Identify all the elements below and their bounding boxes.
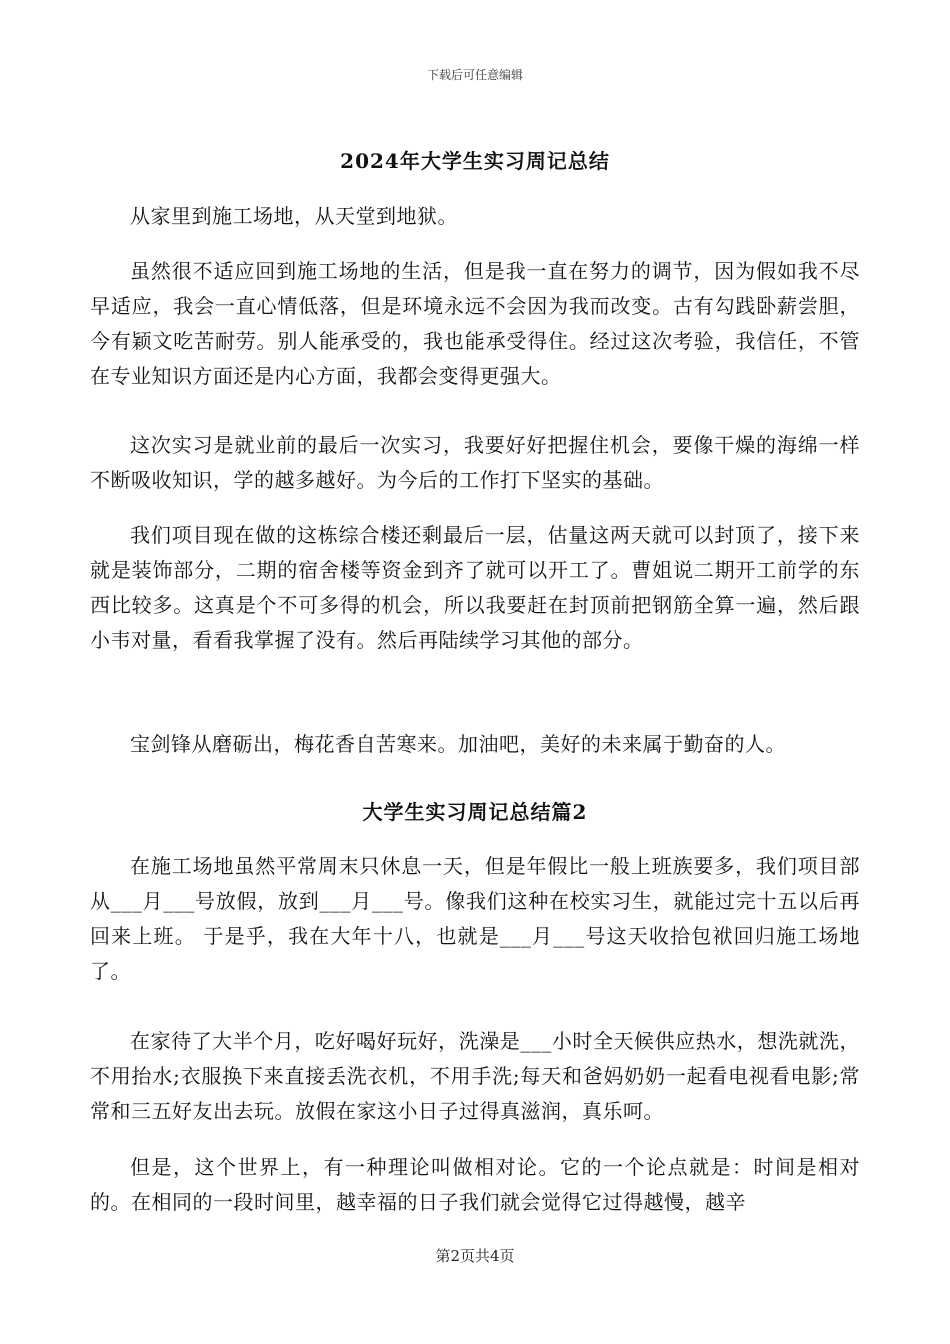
paragraph-2: 虽然很不适应回到施工场地的生活，但是我一直在努力的调节，因为假如我不尽早适应，我会一直心情低落，但是环境永远不会因为我而改变。古有勾践卧薪尝胆，今有颖文吃苦耐劳。别人能承受的，我也能承受得住。经过这次考验，我信任，不管在专业知识方面还是内心方面，我都会变得更强大。 — [90, 259, 860, 388]
paragraph-3: 这次实习是就业前的最后一次实习，我要好好把握住机会，要像干燥的海绵一样不断吸收知识，学的越多越好。为今后的工作打下坚实的基础。 — [90, 433, 860, 492]
section-2-title: 大学生实习周记总结篇2 — [362, 800, 588, 824]
document-title: 2024年大学生实习周记总结 — [340, 149, 610, 173]
section-2-paragraph-2: 在家待了大半个月，吃好喝好玩好，洗澡是___小时全天候供应热水，想洗就洗，不用抬水;衣服换下来直接丢洗衣机，不用手洗;每天和爸妈奶奶一起看电视看电影;常常和三五好友出去玩。放假在家这小日子过得真滋润，真乐呵。 — [90, 1029, 860, 1123]
section-2-paragraph-1: 在施工场地虽然平常周末只休息一天，但是年假比一般上班族要多，我们项目部从___月___号放假，放到___月___号。像我们这种在校实习生，就能过完十五以后再回来上班。 于是乎，我在大年十八，也就是___月___号这天收拾包袱回归施工场地了。 — [90, 854, 860, 983]
page-number: 第2页共4页 — [435, 1247, 515, 1265]
header-note: 下载后可任意编辑 — [426, 68, 523, 82]
section-2-paragraph-3: 但是，这个世界上，有一种理论叫做相对论。它的一个论点就是：时间是相对的。在相同的一段时间里，越幸福的日子我们就会觉得它过得越慢，越辛 — [90, 1155, 860, 1214]
paragraph-1: 从家里到施工场地，从天堂到地狱。 — [130, 204, 458, 228]
paragraph-5: 宝剑锋从磨砺出，梅花香自苦寒来。加油吧，美好的未来属于勤奋的人。 — [130, 732, 786, 756]
paragraph-4: 我们项目现在做的这栋综合楼还剩最后一层，估量这两天就可以封顶了，接下来就是装饰部分，二期的宿舍楼等资金到齐了就可以开工了。曹姐说二期开工前学的东西比较多。这真是个不可多得的机会，所以我要赶在封顶前把钢筋全算一遍，然后跟小韦对量，看看我掌握了没有。然后再陆续学习其他的部分。 — [90, 523, 860, 652]
